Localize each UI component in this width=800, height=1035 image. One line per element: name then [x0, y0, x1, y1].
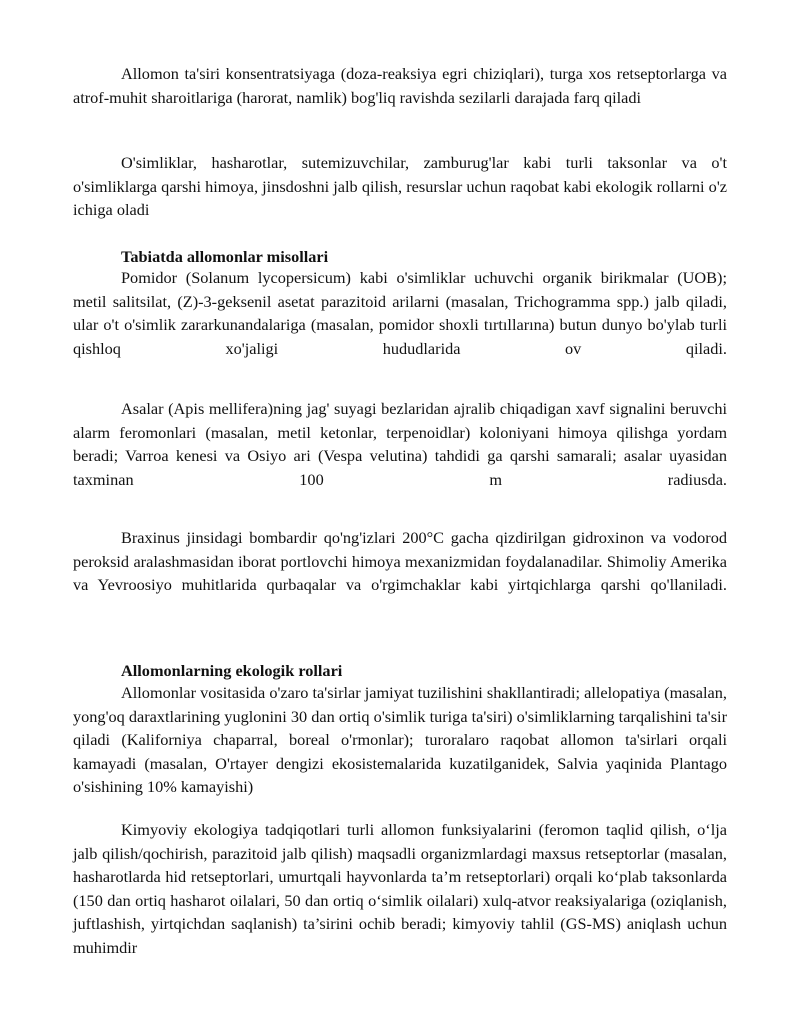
paragraph-allomon-effect [73, 62, 727, 109]
paragraph-text: O'simliklar, hasharotlar, sutemizuvchilar, zamburug'lar kabi turli taksonlar va o't o'simliklarga qarshi himoya, jinsdoshni jalb qilish, resurslar uchun raqobat kabi ekologik rollarni o'z ichiga oladi [73, 153, 727, 219]
paragraph-text: Kimyoviy ekologiya tadqiqotlari turli allomon funksiyalarini (feromon taqlid qilish, o‘lja jalb qilish/qochirish, parazitoid jalb qilish) maqsadli organizmlardagi maxsus retseptorlar (masalan, hasharotlarda hid retseptorlari, umurtqali hayvonlarda ta’m retseptorlari) orqali ko‘plab taksonlarda (150 dan ortiq hasharot oilalari, 50 dan ortiq o‘simlik oilalari) xulq-atvor reaksiyalariga (oziqlanish, juftlashish, yirtqichdan saqlanish) ta’sirini ochib beradi; kimyoviy tahlil (GS-MS) aniqlash uchun muhimdir [73, 820, 727, 957]
paragraph-text: Pomidor (Solanum lycopersicum) kabi o'simliklar uchuvchi organik birikmalar (UOB); metil salitsilat, (Z)-3-geksenil asetat parazitoid arilarni (masalan, Trichogramma spp.) jalb qiladi, ular o't o'simlik zararkunandalariga (masalan, pomidor shoxli tırtıllarına) butun dunyo bo'ylab turli qishloq xo'jaligi hududlarida ov qiladi. [73, 268, 727, 358]
paragraph-text: Allomon ta'siri konsentratsiyaga (doza-reaksiya egri chiziqlari), turga xos retseptorlarga va atrof-muhit sharoitlariga (harorat, namlik) bog'liq ravishda sezilarli darajada farq qiladi [73, 64, 727, 107]
paragraph-text: Asalar (Apis mellifera)ning jag' suyagi bezlaridan ajralib chiqadigan xavf signalini beruvchi alarm feromonlari (masalan, metil ketonlar, terpenoidlar) koloniyani himoya qilishga yordam beradi; Varroa kenesi va Osiyo ari (Vespa velutina) tahdidi ga qarshi samarali; asalar uyasidan taxminan 100 m radiusda. [73, 399, 727, 489]
paragraph-chemical-ecology [73, 818, 727, 959]
paragraph-honeybee [73, 397, 727, 491]
paragraph-bombardier [73, 526, 727, 597]
paragraph-taxa-roles [73, 151, 727, 222]
heading-examples: Tabiatda allomonlar misollari [121, 247, 329, 266]
paragraph-interactions [73, 681, 727, 799]
paragraph-text: Braxinus jinsidagi bombardir qo'ng'izlari 200°C gacha qizdirilgan gidroxinon va vodorod peroksid aralashmasidan iborat portlovchi himoya mexanizmidan foydalanadilar. Shimoliy Amerika va Yevroosiyo muhitlarida qurbaqalar va o'rgimchaklar kabi yirtqichlarga qarshi qo'llaniladi. [73, 528, 727, 594]
paragraph-text: Allomonlar vositasida o'zaro ta'sirlar jamiyat tuzilishini shakllantiradi; allelopatiya (masalan, yong'oq daraxtlarining yuglonini 30 dan ortiq o'simlik turiga ta'siri) o'simliklarning tarqalishini ta'sir qiladi (Kaliforniya chaparral, boreal o'rmonlar); turoralaro raqobat allomon ta'sirlari orqali kamayadi (masalan, O'rtayer dengizi ekosistemalarida kuzatilganidek, Salvia yaqinida Plantago o'sishining 10% kamayishi) [73, 683, 727, 796]
heading-ecological-roles: Allomonlarning ekologik rollari [121, 661, 343, 680]
paragraph-tomato [73, 266, 727, 360]
